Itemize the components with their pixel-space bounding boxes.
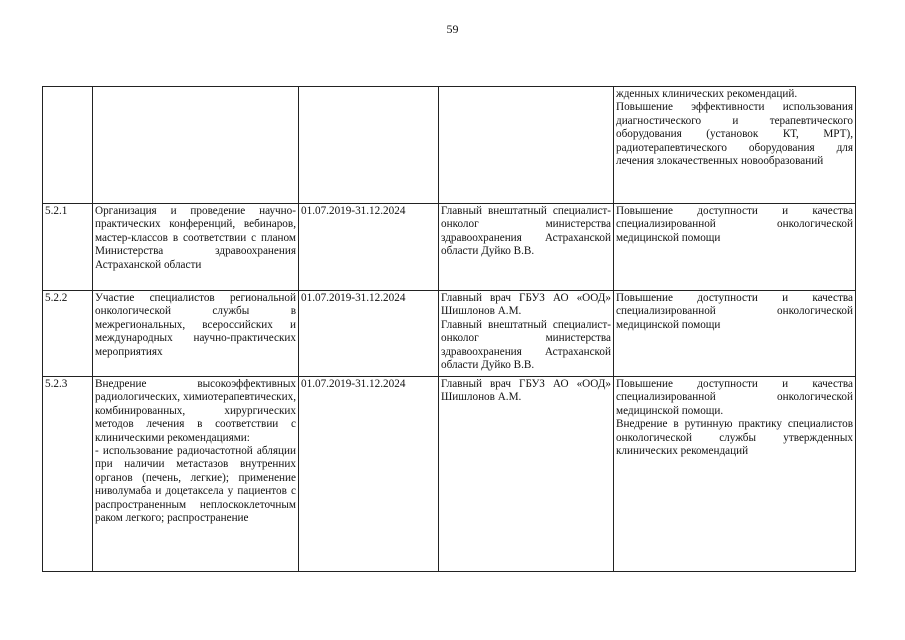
row-number-cell: 5.2.3 [43, 377, 93, 572]
activity-cell: Организация и проведение научно-практических конференций, вебинаров, мастер-классов в соответствии с планом Министерства здравоохранения Астраханской области [93, 204, 299, 291]
period-cell: 01.07.2019-31.12.2024 [299, 291, 439, 377]
row-number-cell: 5.2.2 [43, 291, 93, 377]
activity-cell [93, 87, 299, 204]
page-number: 59 [446, 22, 459, 36]
action-plan-table [42, 86, 856, 572]
responsible-cell: Главный врач ГБУЗ АО «ООД» Шишлонов А.М. Главный внештатный специалист-онколог министерства здравоохранения Астраханской области Дуйко В.В. [439, 291, 614, 377]
period-cell: 01.07.2019-31.12.2024 [299, 204, 439, 291]
table-row-5-2-2 [43, 291, 856, 377]
table-row-5-2-1 [43, 204, 856, 291]
activity-cell: Участие специалистов региональной онкологической службы в межрегиональных, всероссийских и международных научно-практических мероприятиях [93, 291, 299, 377]
responsible-cell: Главный внештатный специалист-онколог министерства здравоохранения Астраханской области Дуйко В.В. [439, 204, 614, 291]
responsible-cell [439, 87, 614, 204]
result-cell: жденных клинических рекомендаций. Повышение эффективности использования диагностического и терапевтического оборудования (установок КТ, МРТ), радиотерапевтического оборудования для лечения злокачественных новообразований [614, 87, 856, 204]
period-cell: 01.07.2019-31.12.2024 [299, 377, 439, 572]
row-number-cell [43, 87, 93, 204]
activity-cell: Внедрение высокоэффективных радиологических, химиотерапевтических, комбинированных, хирургических методов лечения в соответствии с клиническими рекомендациями: - использование радиочастотной абляции при наличии метастазов внутренних органов (печень, легкие); применение ниволумаба и доцетаксела у пациентов с распространенным неплоскоклеточным раком легкого; распространение [93, 377, 299, 572]
result-cell: Повышение доступности и качества специализированной онкологической медицинской помощи. Внедрение в рутинную практику специалистов онкологической службы утвержденных клинических рекомендаций [614, 377, 856, 572]
result-cell: Повышение доступности и качества специализированной онкологической медицинской помощи [614, 204, 856, 291]
result-cell: Повышение доступности и качества специализированной онкологической медицинской помощи [614, 291, 856, 377]
table-row-continuation [43, 87, 856, 204]
period-cell [299, 87, 439, 204]
responsible-cell: Главный врач ГБУЗ АО «ООД» Шишлонов А.М. [439, 377, 614, 572]
table-row-5-2-3 [43, 377, 856, 572]
row-number-cell: 5.2.1 [43, 204, 93, 291]
